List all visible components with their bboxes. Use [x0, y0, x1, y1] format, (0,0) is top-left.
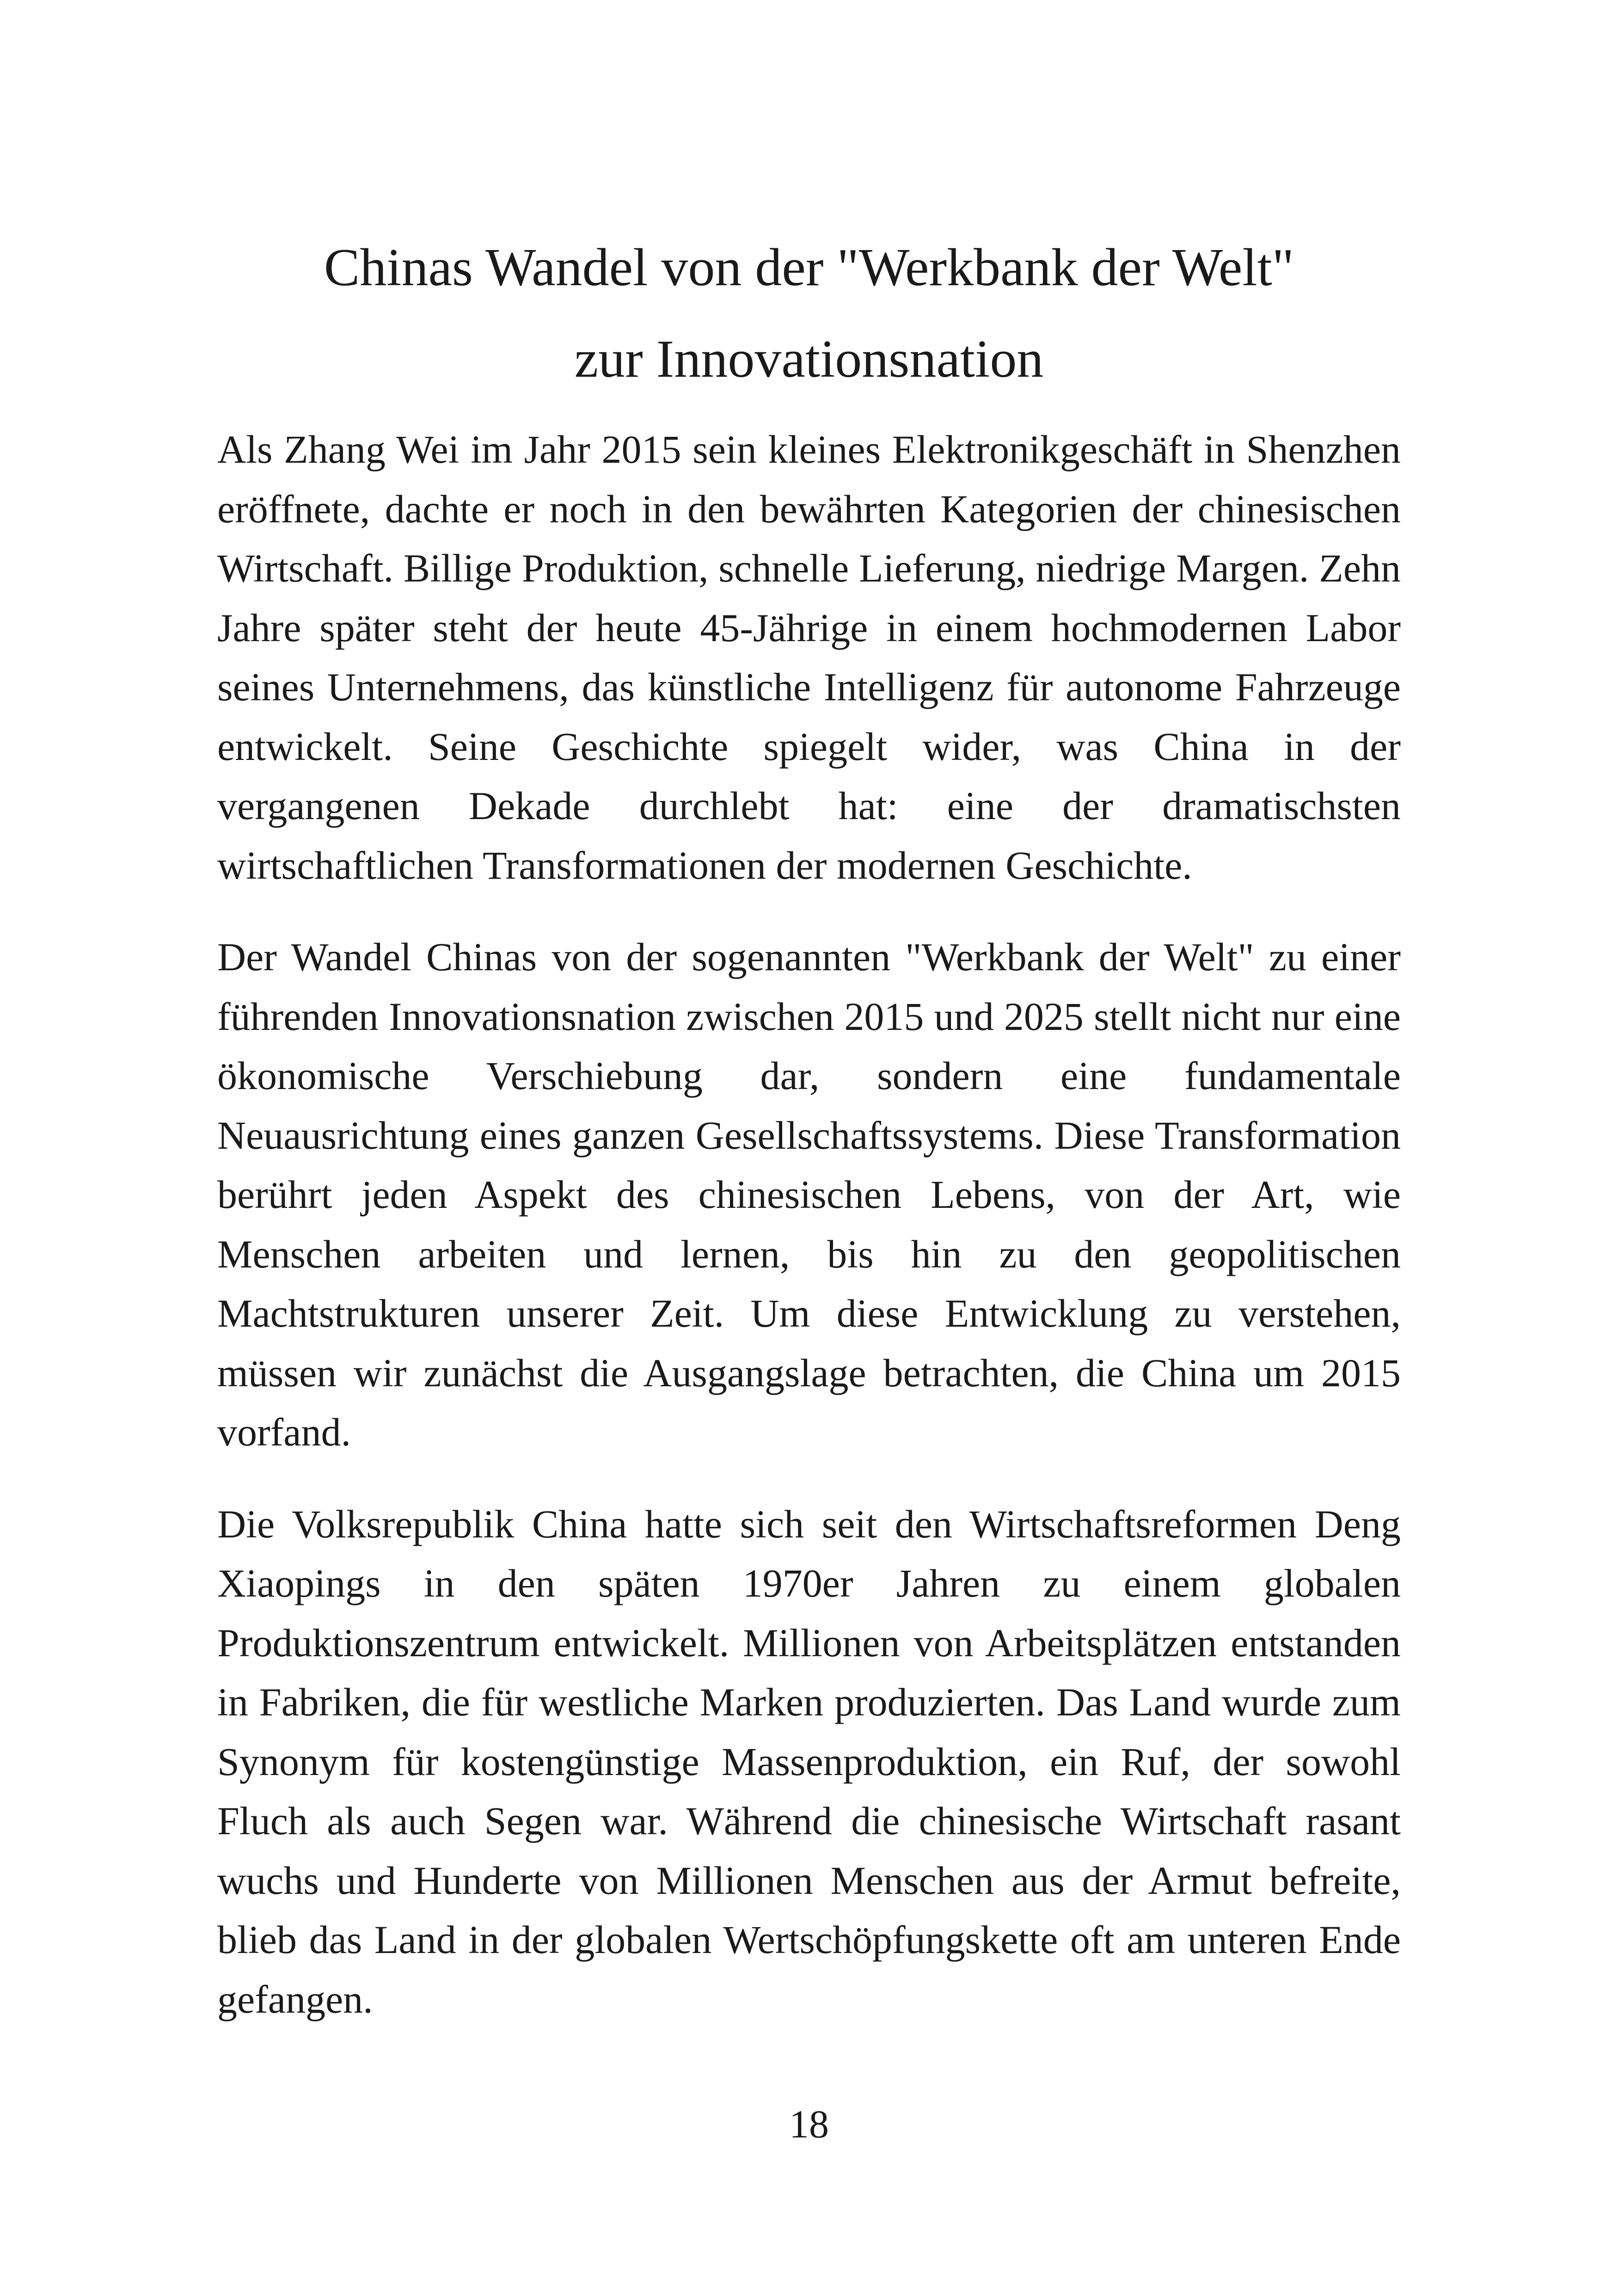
- chapter-body: [217, 420, 1401, 2061]
- chapter-title: [213, 222, 1405, 405]
- page-number: 18: [789, 2102, 829, 2146]
- chapter-title-line-1: Chinas Wandel von der "Werkbank der Welt": [324, 238, 1294, 297]
- paragraph-1: Als Zhang Wei im Jahr 2015 sein kleines Elektronikgeschäft in Shenzhen eröffnete, dachte er noch in den bewährten Kategorien der chinesischen Wirtschaft. Billige Produktion, schnelle Lieferung, niedrige Margen. Zehn Jahre später steht der heute 45-Jährige in einem hochmodernen Labor seines Unternehmens, das künstliche Intelligenz für autonome Fahrzeuge entwickelt. Seine Geschichte spiegelt wider, was China in der vergangenen Dekade durchlebt hat: eine der dramatischsten wirtschaftlichen Transformationen der modernen Geschichte.: [217, 427, 1401, 888]
- paragraph-3: Die Volksrepublik China hatte sich seit den Wirtschaftsreformen Deng Xiaopings in den späten 1970er Jahren zu einem globalen Produktionszentrum entwickelt. Millionen von Arbeitsplätzen entstanden in Fabriken, die für westliche Marken produzierten. Das Land wurde zum Synonym für kostengünstige Massenproduktion, ein Ruf, der sowohl Fluch als auch Segen war. Während die chinesische Wirtschaft rasant wuchs und Hunderte von Millionen Menschen aus der Armut befreite, blieb das Land in der globalen Wertschöpfungskette oft am unteren Ende gefangen.: [217, 1501, 1401, 2021]
- paragraph-2: Der Wandel Chinas von der sogenannten "Werkbank der Welt" zu einer führenden Innovationsnation zwischen 2015 und 2025 stellt nicht nur eine ökonomische Verschiebung dar, sondern eine fundamentale Neuausrichtung eines ganzen Gesellschaftssystems. Diese Transformation berührt jeden Aspekt des chinesischen Lebens, von der Art, wie Menschen arbeiten und lernen, bis hin zu den geopolitischen Machtstrukturen unserer Zeit. Um diese Entwicklung zu verstehen, müssen wir zunächst die Ausgangslage betrachten, die China um 2015 vorfand.: [217, 935, 1401, 1454]
- chapter-title-line-2: zur Innovationsnation: [574, 330, 1044, 389]
